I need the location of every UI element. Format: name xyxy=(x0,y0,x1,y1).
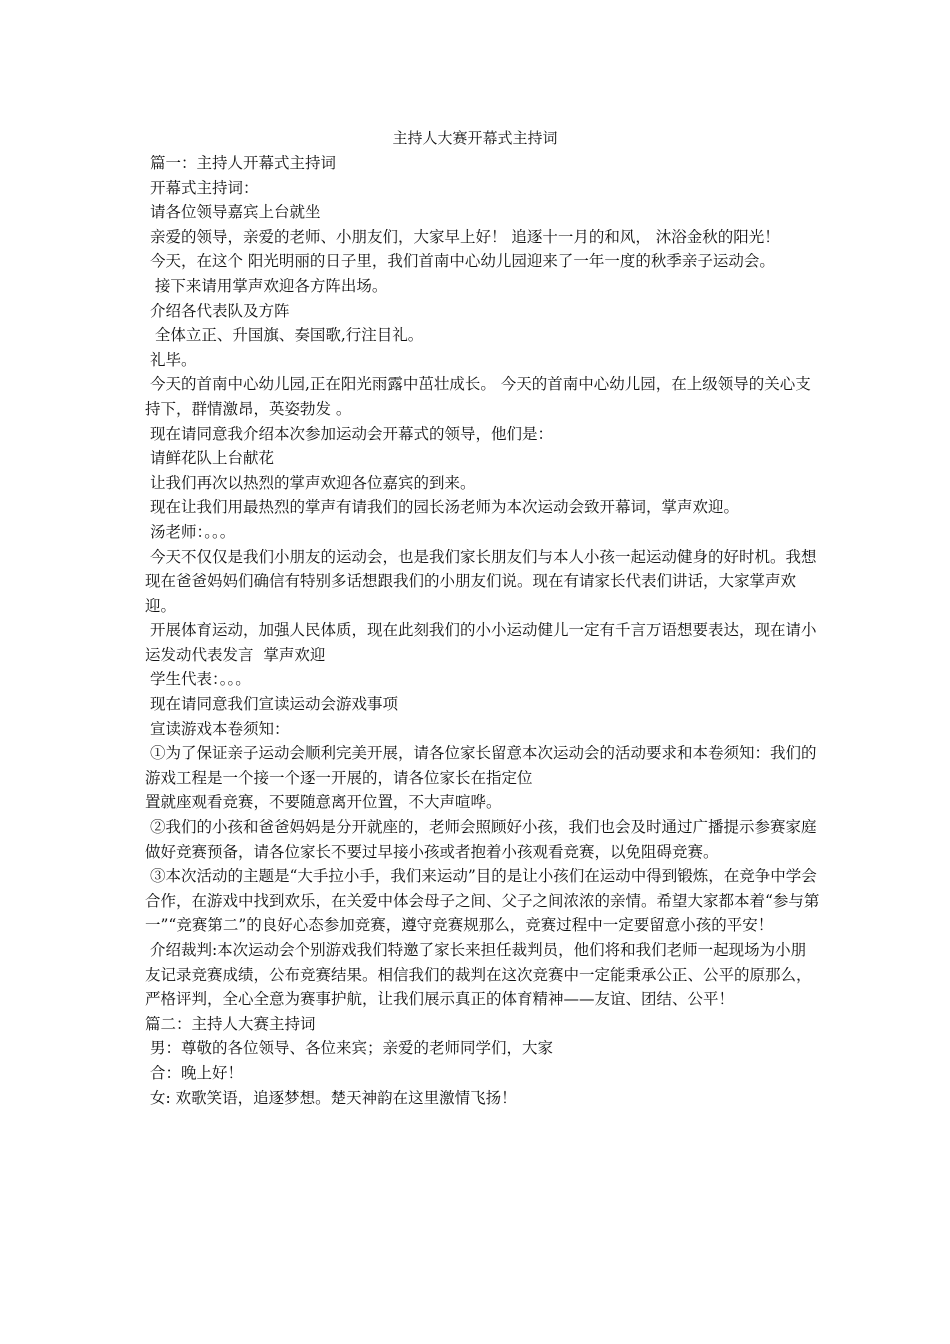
paragraph: 礼毕。 xyxy=(145,350,197,369)
paragraph: 现在让我们用最热烈的掌声有请我们的园长汤老师为本次运动会致开幕词，掌声欢迎。 xyxy=(145,498,739,517)
document-title: 主持人大赛开幕式主持词 xyxy=(392,129,558,147)
paragraph: 接下来请用掌声欢迎各方阵出场。 xyxy=(145,276,388,295)
paragraph: 全体立正、升国旗、奏国歌,行注目礼。 xyxy=(145,326,424,345)
paragraph: 学生代表：。。。 xyxy=(145,670,251,689)
paragraph: 篇一：主持人开幕式主持词 xyxy=(145,154,336,172)
paragraph: 女: 欢歌笑语，追逐梦想。楚天神韵在这里激情飞扬！ xyxy=(145,1088,517,1107)
paragraph: 男：尊敬的各位领导、各位来宾；亲爱的老师同学们，大家 xyxy=(145,1039,553,1058)
paragraph: 介绍裁判:本次运动会个别游戏我们特邀了家长来担任裁判员，他们将和我们老师一起现场为小朋友记录竞赛成绩，公布竞赛结果。相信我们的裁判在这次竞赛中一定能秉承公正、公平的原那么，严格评判，全心全意为赛事护航，让我们展示真正的体育精神——友谊、团结、公平！ xyxy=(145,941,812,1009)
paragraph: 开展体育运动，加强人民体质，现在此刻我们的小小运动健儿一定有千言万语想要表达，现在请小运发动代表发言 掌声欢迎 xyxy=(145,621,817,664)
paragraph: 今天的首南中心幼儿园,正在阳光雨露中茁壮成长。 今天的首南中心幼儿园，在上级领导的关心支持下，群情激昂，英姿勃发 。 xyxy=(145,375,811,418)
paragraph: 今天不仅仅是我们小朋友的运动会，也是我们家长朋友们与本人小孩一起运动健身的好时机。我想现在爸爸妈妈们确信有特别多话想跟我们的小朋友们说。现在有请家长代表们讲话，大家掌声欢迎。 xyxy=(145,547,817,615)
paragraph: 请各位领导嘉宾上台就坐 xyxy=(145,203,321,222)
paragraph: 现在请同意我们宣读运动会游戏事项 xyxy=(145,695,398,714)
paragraph: 请鲜花队上台献花 xyxy=(145,449,274,468)
paragraph: ①为了保证亲子运动会顺利完美开展，请各位家长留意本次运动会的活动要求和本卷须知：我们的游戏工程是一个接一个逐一开展的，请各位家长在指定位 置就座观看竞赛，不要随意离开位置，不大声喧哗。 xyxy=(145,744,817,812)
section-heading: 篇二：主持人大赛主持词 xyxy=(145,1014,316,1033)
paragraph: 让我们再次以热烈的掌声欢迎各位嘉宾的到来。 xyxy=(145,473,476,492)
paragraph: 合：晚上好！ xyxy=(145,1063,243,1082)
paragraph: 介绍各代表队及方阵 xyxy=(145,301,290,320)
paragraph: 宣读游戏本卷须知： xyxy=(145,719,290,738)
paragraph: 汤老师：。。。 xyxy=(145,522,236,541)
paragraph: 现在请同意我介绍本次参加运动会开幕式的领导，他们是： xyxy=(145,424,553,443)
document-body xyxy=(145,151,820,1110)
paragraph: ②我们的小孩和爸爸妈妈是分开就座的，老师会照顾好小孩，我们也会及时通过广播提示参赛家庭做好竞赛预备，请各位家长不要过早接小孩或者抱着小孩观看竞赛，以免阻碍竞赛。 xyxy=(145,818,817,861)
paragraph: ③本次活动的主题是“大手拉小手，我们来运动”目的是让小孩们在运动中得到锻炼，在竞争中学会合作，在游戏中找到欢乐，在关爱中体会母子之间、父子之间浓浓的亲情。希望大家都本着“参与第一”“竞赛第二”的良好心态参加竞赛，遵守竞赛规那么，竞赛过程中一定要留意小孩的平安！ xyxy=(145,867,820,935)
paragraph: 亲爱的领导，亲爱的老师、小朋友们，大家早上好！ 追逐十一月的和风， 沐浴金秋的阳光！ xyxy=(145,227,780,246)
paragraph: 开幕式主持词： xyxy=(145,178,259,197)
paragraph: 今天，在这个 阳光明丽的日子里，我们首南中心幼儿园迎来了一年一度的秋季亲子运动会。 xyxy=(145,252,775,271)
